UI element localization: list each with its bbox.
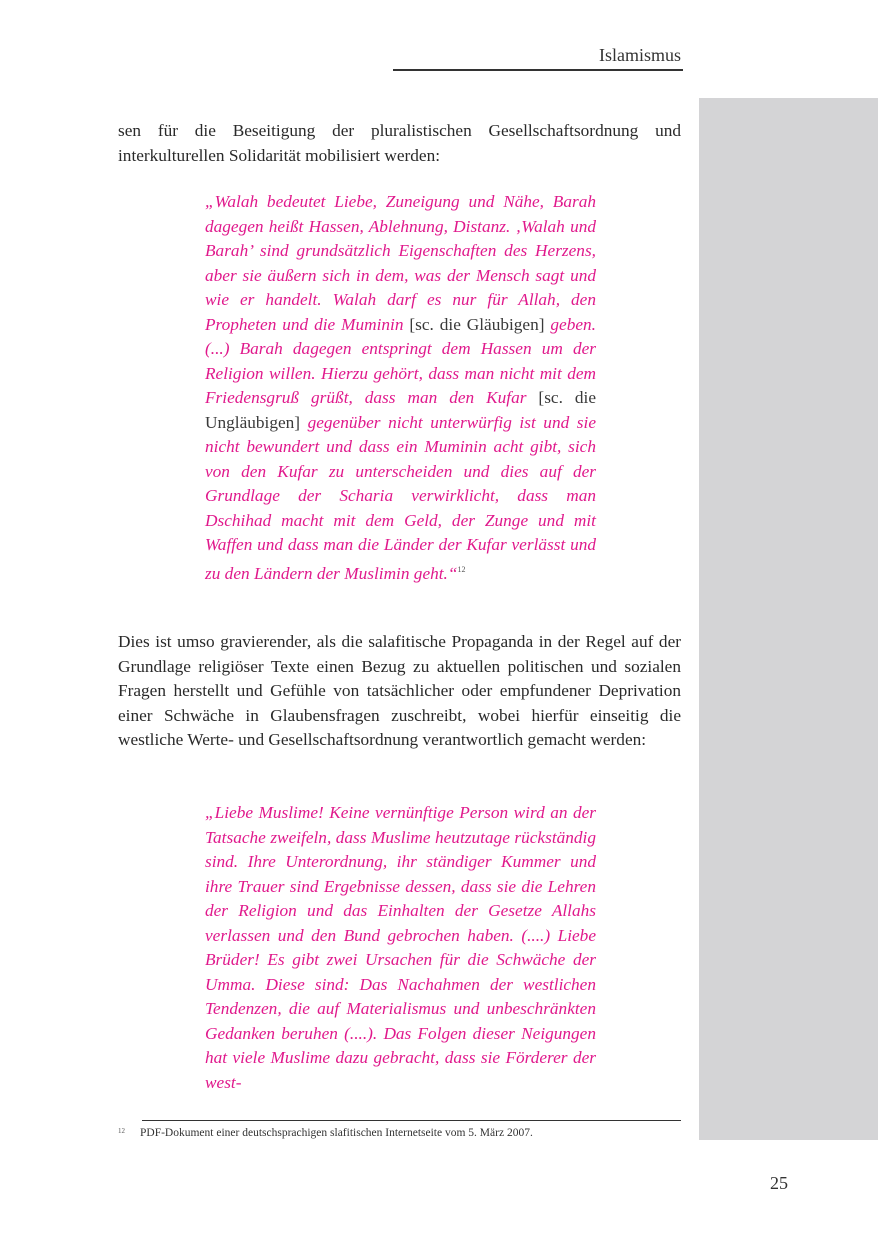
- quote1-part2: geben. (...) Barah dagegen entspringt dem Hassen um der Religion willen. Hierzu gehört, dass man nicht mit dem Friedensgruß grüßt, dass man den Kufar: [205, 314, 596, 407]
- footnote: [118, 1127, 681, 1139]
- page-number: 25: [770, 1173, 788, 1193]
- block-quote-1: [205, 190, 596, 586]
- footnote-rule: [142, 1120, 681, 1121]
- header-rule: [393, 69, 683, 71]
- body-paragraph-2: Dies ist umso gravierender, als die salafitische Propaganda in der Regel auf der Grundlage religiöser Texte einen Bezug zu aktuellen politischen und sozialen Fragen herstellt und Gefühle von tatsächlicher oder empfundener Deprivation einer Schwäche in Glaubensfragen zuschreibt, wobei hierfür einseitig die westliche Werte- und Gesellschaftsordnung verantwortlich gemacht werden:: [118, 632, 681, 749]
- quote1-part3: gegenüber nicht unterwürfig ist und sie nicht bewundert und dass ein Muminin acht gibt, sich von den Kufar zu unterscheiden und dies auf der Grundlage der Scharia verwirklicht, dass man Dschihad macht mit dem Geld, der Zunge und mit Waffen und dass man die Länder der Kufar verlässt und zu den Ländern der Muslimin geht.“: [205, 412, 596, 583]
- footnote-text: PDF-Dokument einer deutschsprachigen slafitischen Internetseite vom 5. März 2007.: [140, 1127, 533, 1139]
- footnote-number: 12: [118, 1127, 125, 1135]
- block-quote-2: „Liebe Muslime! Keine vernünftige Person wird an der Tatsache zweifeln, dass Muslime heutzutage rückständig sind. Ihre Unterordnung, ihr ständiger Kummer und ihre Trauer sind Ergebnisse dessen, dass sie die Lehren der Religion und das Einhalten der Gesetze Allahs verlassen und den Bund gebrochen haben. (....) Liebe Brüder! Es gibt zwei Ursachen für die Schwäche der Umma. Diese sind: Das Nachahmen der westlichen Tendenzen, die auf Materialismus und unbeschränkten Gedanken beruhen (....). Das Folgen dieser Neigungen hat viele Muslime dazu gebracht, dass sie Förderer der west-: [205, 803, 596, 1092]
- quote1-part1: „Walah bedeutet Liebe, Zuneigung und Nähe, Barah dagegen heißt Hassen, Ablehnung, Distanz. ‚Walah und Barah’ sind grundsätzlich Eigenschaften des Herzens, aber sie äußern sich in dem, was der Mensch sagt und wie er handelt. Walah darf es nur für Allah, den Propheten und die Muminin: [205, 192, 596, 334]
- quote1-insertion-1: [sc. die Gläubigen]: [403, 314, 551, 334]
- header-title: Islamismus: [598, 45, 681, 65]
- footnote-reference[interactable]: 12: [457, 564, 466, 574]
- body-paragraph-1: sen für die Beseitigung der pluralistischen Gesellschaftsordnung und interkulturellen Solidarität mobilisiert werden:: [118, 121, 681, 165]
- margin-sidebar: [699, 98, 878, 1140]
- quote1-insertion-2: [sc. die Ungläubigen]: [205, 388, 596, 432]
